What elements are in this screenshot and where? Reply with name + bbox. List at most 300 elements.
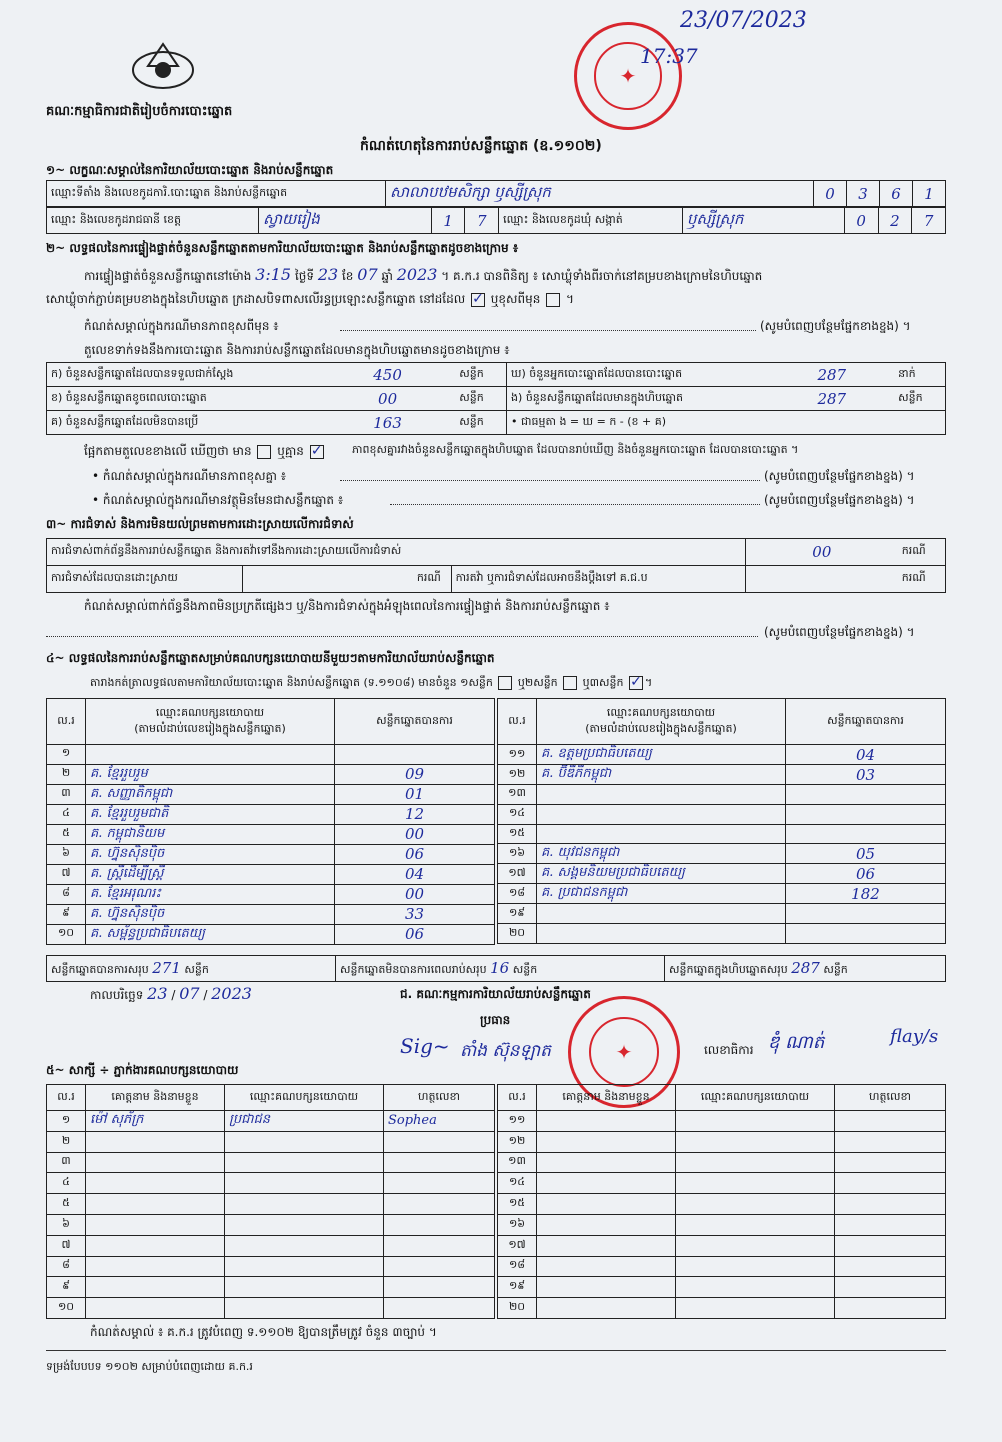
official-stamp-top — [574, 22, 682, 130]
result-row — [498, 745, 946, 765]
col-party — [537, 699, 786, 745]
witness-col-no: ល.រ — [498, 1085, 537, 1111]
president-label: ប្រធាន — [480, 1013, 511, 1027]
month-label: ខែ — [342, 269, 354, 283]
station-code-2: 6 — [880, 181, 913, 207]
witness-col-sign: ហត្ថលេខា — [835, 1085, 946, 1111]
witness-name — [537, 1298, 676, 1319]
witness-row — [47, 1298, 495, 1319]
witness-name — [86, 1214, 225, 1235]
party-name: គ. ខ្មែររួបរួមជាតិ — [86, 804, 335, 824]
row-number: ៨ — [47, 1256, 86, 1277]
witness-signature — [835, 1214, 946, 1235]
witness-row — [498, 1194, 946, 1215]
party-votes — [786, 804, 946, 824]
province-code-0: 1 — [431, 208, 465, 234]
result-row — [47, 924, 495, 944]
col-party-sub: (តាមលំដាប់លេខរៀងក្នុងសន្លឹកឆ្នោត) — [585, 721, 737, 735]
station-value: សាលាបឋមសិក្សា ឫស្សីស្រុក — [386, 181, 814, 207]
objection-row1-value: 00 — [745, 539, 897, 566]
date-year: 2023 — [211, 984, 252, 1003]
results-table-right — [497, 698, 946, 944]
witness-row — [47, 1111, 495, 1132]
party-votes — [786, 904, 946, 924]
result-row — [47, 745, 495, 765]
witness-party — [225, 1256, 384, 1277]
witness-signature: Sophea — [384, 1111, 495, 1132]
witness-signature — [835, 1194, 946, 1215]
results-table-left — [46, 698, 495, 945]
witness-party — [676, 1235, 835, 1256]
party-votes: 12 — [335, 804, 495, 824]
witness-name — [86, 1298, 225, 1319]
form-note: ទម្រង់បែបបទ ១១០២ សម្រាប់បំពេញដោយ គ.ក.រ — [46, 1360, 253, 1373]
result-row — [47, 764, 495, 784]
witness-row — [47, 1173, 495, 1194]
party-name: គ. ស្ត្រីដើម្បីស្ត្រី — [86, 864, 335, 884]
total-invalid-value: 16 — [490, 958, 510, 977]
party-votes: 04 — [335, 864, 495, 884]
section5-heading: ៥~ សាក្សី ÷ ភ្នាក់ងារគណបក្សនយោបាយ — [46, 1063, 239, 1077]
row-number: ៧ — [47, 864, 86, 884]
president-signature: Sig~ — [400, 1034, 450, 1058]
ka-label: ក) ចំនួនសន្លឹកឆ្នោតដែលបានទទួលជាក់ស្តែង — [47, 363, 320, 387]
president-name: តាំង ស៊ុនឡាត — [460, 1041, 551, 1061]
row-number: ៩ — [47, 904, 86, 924]
witness-party — [225, 1152, 384, 1173]
witness-table-left — [46, 1084, 495, 1319]
note3-line — [390, 504, 760, 505]
result-row — [47, 844, 495, 864]
party-name — [86, 745, 335, 765]
witness-row — [47, 1194, 495, 1215]
witness-signature — [835, 1111, 946, 1132]
witness-name — [86, 1173, 225, 1194]
witness-name — [537, 1214, 676, 1235]
compare-text-b: ឬគ្មាន — [277, 444, 304, 458]
witness-name — [537, 1131, 676, 1152]
row-number: ១១ — [498, 1111, 537, 1132]
objection-row2-value — [242, 566, 412, 593]
party-name — [537, 924, 786, 944]
note2: • កំណត់សម្គាល់ក្នុងករណីមានភាពខុសគ្នា ៖ — [92, 469, 287, 483]
result-row — [47, 784, 495, 804]
different-checkbox[interactable] — [546, 293, 560, 307]
party-votes: 00 — [335, 824, 495, 844]
ko-value: 163 — [320, 411, 455, 435]
kho-unit: នាក់ — [894, 363, 945, 387]
section1-heading: ១~ លក្ខណៈសម្គាល់នៃការិយាល័យបោះឆ្នោត និងរាប់សន្លឹកឆ្នោត — [46, 163, 334, 177]
result-row — [498, 904, 946, 924]
row-number: ២ — [47, 1131, 86, 1152]
compare-line — [84, 443, 326, 461]
kha-unit: សន្លឹក — [455, 387, 506, 411]
objection-row2-right-value — [745, 566, 897, 593]
party-votes — [786, 785, 946, 805]
result-row — [498, 864, 946, 884]
witness-signature — [384, 1214, 495, 1235]
witness-row — [47, 1235, 495, 1256]
witness-party — [676, 1173, 835, 1194]
totals-table — [46, 955, 946, 982]
row-number: ១៧ — [498, 1235, 537, 1256]
ko-label: គ) ចំនួនសន្លឹកឆ្នោតដែលមិនបានប្រើ — [47, 411, 320, 435]
verify-line-1 — [84, 265, 762, 286]
witness-col-no: ល.រ — [47, 1085, 86, 1111]
witness-signature — [384, 1173, 495, 1194]
party-votes: 33 — [335, 904, 495, 924]
result-row — [498, 844, 946, 864]
kha-label: ខ) ចំនួនសន្លឹកឆ្នោតខូចពេលបោះឆ្នោត — [47, 387, 320, 411]
witness-signature — [835, 1235, 946, 1256]
party-name: គ. ប្រជាជនកម្ពុជា — [537, 884, 786, 904]
figures-table — [46, 362, 946, 435]
total-box-unit: សន្លឹក — [823, 962, 848, 976]
note1-line — [340, 330, 756, 331]
row-number: ២ — [47, 764, 86, 784]
row-number: ២០ — [498, 924, 537, 944]
row-number: ១៦ — [498, 844, 537, 864]
ngo-value: 287 — [769, 387, 894, 411]
witness-party — [676, 1214, 835, 1235]
row-number: ៤ — [47, 1173, 86, 1194]
objection-row1-unit: ករណី — [898, 539, 946, 566]
party-name: គ. សញ្ញាតិកម្ពុជា — [86, 784, 335, 804]
witness-row — [498, 1152, 946, 1173]
party-name: គ. សម្ព័ន្ធប្រជាធិបតេយ្យ — [86, 924, 335, 944]
total-valid-unit: សន្លឹក — [184, 962, 209, 976]
two-sheet-checkbox[interactable] — [563, 676, 577, 690]
row-number: ១៥ — [498, 824, 537, 844]
row-number: ១១ — [498, 745, 537, 765]
secretary-label: លេខាធិការ — [704, 1043, 754, 1057]
witness-party — [676, 1298, 835, 1319]
row-number: ១២ — [498, 765, 537, 785]
col-party-title: ឈ្មោះគណបក្សនយោបាយ — [155, 705, 265, 719]
party-votes: 03 — [786, 765, 946, 785]
witness-name — [537, 1277, 676, 1298]
party-votes: 05 — [786, 844, 946, 864]
committee-label: ជ. គណៈកម្មការការិយាល័យរាប់សន្លឹកឆ្នោត — [400, 987, 591, 1001]
row-number: ៣ — [47, 1152, 86, 1173]
result-row — [498, 765, 946, 785]
row-number: ១៤ — [498, 804, 537, 824]
witness-signature — [835, 1131, 946, 1152]
result-row — [498, 804, 946, 824]
row-number: ១៧ — [498, 864, 537, 884]
compare-text-a: ផ្អែកតាមតួលេខខាងលើ ឃើញថា មាន — [84, 444, 252, 458]
witness-signature — [384, 1235, 495, 1256]
ko-unit: សន្លឹក — [455, 411, 506, 435]
same-checkbox[interactable]: ✓ — [472, 290, 484, 307]
figures-intro: តួលេខទាក់ទងនឹងការបោះឆ្នោត និងការរាប់សន្លឹកឆ្នោតដែលមានក្នុងហិបឆ្នោតមានដូចខាងក្រោម ៖ — [84, 343, 510, 357]
witness-row — [47, 1256, 495, 1277]
note2-line — [340, 480, 760, 481]
witness-name — [537, 1194, 676, 1215]
party-name: គ. ឧត្តមប្រជាធិបតេយ្យ — [537, 745, 786, 765]
commune-code-1: 2 — [878, 208, 912, 234]
date-day: 23 — [147, 984, 168, 1003]
commune-label: ឈ្មោះ និងលេខកូដឃុំ សង្កាត់ — [499, 208, 683, 234]
section3-heading: ៣~ ការជំទាស់ និងការមិនយល់ព្រមតាមការដោះស្រាយលើការជំទាស់ — [46, 517, 354, 531]
party-votes: 182 — [786, 884, 946, 904]
party-name — [537, 804, 786, 824]
ka-value: 450 — [320, 363, 455, 387]
verify-year: 2023 — [396, 265, 438, 284]
witness-party — [676, 1256, 835, 1277]
note3-hint: (សូមបំពេញបន្ថែមផ្នែកខាងខ្នង) ។ — [764, 493, 915, 507]
witness-table-right — [497, 1084, 946, 1319]
station-label: ឈ្មោះទីតាំង និងលេខកូដការិ.បោះឆ្នោត និងរាប់សន្លឹកឆ្នោត — [47, 181, 386, 207]
party-name: គ. កម្ពុជានិយម — [86, 824, 335, 844]
row-number: ១៣ — [498, 1152, 537, 1173]
verify-text-b: ។ គ.ក.រ បានពិនិត្យ ៖ សោឃ្លុំទាំងពីរចាក់នៅគម្របខាងក្រោមនៃហិបឆ្នោត — [441, 269, 763, 283]
note1: កំណត់សម្គាល់ក្នុងករណីមានភាពខុសពីមុន ៖ — [84, 319, 279, 333]
total-box-value: 287 — [791, 958, 820, 977]
total-box-cell — [665, 956, 946, 982]
row-number: ៥ — [47, 1194, 86, 1215]
party-name: គ. ខ្មែររួបរួម — [86, 764, 335, 784]
witness-signature — [835, 1277, 946, 1298]
date-label: កាលបរិច្ឆេទ — [90, 988, 144, 1002]
kho-value: 287 — [769, 363, 894, 387]
witness-signature — [384, 1194, 495, 1215]
witness-signature — [384, 1277, 495, 1298]
party-votes: 09 — [335, 764, 495, 784]
three-sheet-checkbox[interactable]: ✓ — [630, 674, 642, 690]
province-table — [46, 207, 946, 234]
secretary-signature: flay/s — [890, 1026, 939, 1047]
objection-row2-label: ការជំទាស់ដែលបានដោះស្រាយ — [47, 566, 243, 593]
witness-name — [537, 1173, 676, 1194]
has-diff-checkbox[interactable] — [257, 445, 271, 459]
commune-value: ឫស្សីស្រុក — [682, 208, 844, 234]
row-number: ១៤ — [498, 1173, 537, 1194]
col-party-sub: (តាមលំដាប់លេខរៀងក្នុងសន្លឹកឆ្នោត) — [134, 721, 286, 735]
note3: • កំណត់សម្គាល់ក្នុងករណីមានវត្ថុមិនមែនជាសន្លឹកឆ្នោត ៖ — [92, 493, 344, 507]
compare-text-c: ភាពខុសគ្នារវាងចំនួនសន្លឹកឆ្នោតក្នុងហិបឆ្នោត ដែលបានរាប់ឃើញ និងចំនួនអ្នកបោះឆ្នោត ដែលបានបោះឆ្នោត ។ — [352, 443, 799, 456]
sheets-line: តារាងកត់ត្រាលទ្ធផលតាមការិយាល័យបោះឆ្នោត និងរាប់សន្លឹកឆ្នោត (ទ.១១០៨) មានចំនួន ១សន្លឹក ឬ២សន្លឹក ឬ៣សន្លឹក ✓ ។ — [90, 674, 653, 690]
result-row — [498, 824, 946, 844]
verify-time: 3:15 — [255, 265, 292, 284]
form-title: កំណត់ហេតុនៃការរាប់សន្លឹកឆ្នោត (ឧ.១១០២) — [360, 138, 602, 154]
result-row — [498, 785, 946, 805]
witness-row — [498, 1235, 946, 1256]
witness-party — [225, 1298, 384, 1319]
party-votes: 06 — [335, 844, 495, 864]
ka-unit: សន្លឹក — [455, 363, 506, 387]
row-number: ១៣ — [498, 785, 537, 805]
col-party-title: ឈ្មោះគណបក្សនយោបាយ — [606, 705, 716, 719]
row-number: ៨ — [47, 884, 86, 904]
row-number: ៦ — [47, 844, 86, 864]
witness-name: ម៉ៅ សុភ័ក្រ — [86, 1111, 225, 1132]
witness-signature — [835, 1256, 946, 1277]
result-row — [47, 864, 495, 884]
row-number: ២០ — [498, 1298, 537, 1319]
row-number: ៥ — [47, 824, 86, 844]
witness-col-party: ឈ្មោះគណបក្សនយោបាយ — [676, 1085, 835, 1111]
witness-row — [498, 1111, 946, 1132]
row-number: ១០ — [47, 924, 86, 944]
row-number: ៩ — [47, 1277, 86, 1298]
stamp-inner: ✦ — [589, 1017, 659, 1087]
witness-party — [676, 1111, 835, 1132]
witness-row — [498, 1298, 946, 1319]
section3-hint: (សូមបំពេញបន្ថែមផ្នែកខាងខ្នង) ។ — [764, 625, 915, 639]
station-code-1: 3 — [847, 181, 880, 207]
row-number: ១៥ — [498, 1194, 537, 1215]
witness-col-name: គោត្តនាម និងនាមខ្លួន — [86, 1085, 225, 1111]
day-label: ថ្ងៃទី — [294, 269, 314, 283]
witness-row — [47, 1152, 495, 1173]
party-name — [537, 785, 786, 805]
row-number: ១ — [47, 1111, 86, 1132]
total-valid-cell — [47, 956, 336, 982]
one-sheet-checkbox[interactable] — [498, 676, 512, 690]
witness-party — [676, 1194, 835, 1215]
emblem-icon — [128, 36, 198, 92]
station-code-0: 0 — [814, 181, 847, 207]
row-number: ៤ — [47, 804, 86, 824]
station-table — [46, 180, 946, 207]
party-name: គ. សង្គមនិយមប្រជាធិបតេយ្យ — [537, 864, 786, 884]
witness-party — [225, 1214, 384, 1235]
witness-name — [86, 1152, 225, 1173]
result-row — [47, 824, 495, 844]
witness-signature — [835, 1298, 946, 1319]
station-code-3: 1 — [913, 181, 946, 207]
witness-signature — [384, 1131, 495, 1152]
total-box-label: សន្លឹកឆ្នោតក្នុងហិបឆ្នោតសរុប — [669, 962, 788, 976]
party-name: គ. ហ្វ៊ុនស៊ិនប៉ិច — [86, 904, 335, 924]
stamp-inner: ✦ — [594, 42, 661, 109]
total-valid-label: សន្លឹកឆ្នោតបានការសរុប — [51, 962, 149, 976]
formula: • ជាធម្មតា ង = ឃ = ក - (ខ + គ) — [507, 411, 946, 435]
witness-party — [225, 1277, 384, 1298]
party-name: គ. យុវជនកម្ពុជា — [537, 844, 786, 864]
witness-name — [86, 1256, 225, 1277]
col-votes: សន្លឹកឆ្នោតបានការ — [786, 699, 946, 745]
date-line: កាលបរិច្ឆេទ 23 / 07 / 2023 — [90, 984, 252, 1003]
witness-row — [47, 1214, 495, 1235]
witness-row — [498, 1173, 946, 1194]
witness-signature — [835, 1173, 946, 1194]
party-votes — [786, 924, 946, 944]
col-no: ល.រ — [47, 699, 86, 745]
row-number: ១៩ — [498, 904, 537, 924]
row-number: ១៨ — [498, 1256, 537, 1277]
row-number: ១២ — [498, 1131, 537, 1152]
kha-value: 00 — [320, 387, 455, 411]
objection-row2-right-unit: ករណី — [898, 566, 946, 593]
sheets-text-a: តារាងកត់ត្រាលទ្ធផលតាមការិយាល័យបោះឆ្នោត និងរាប់សន្លឹកឆ្នោត (ទ.១១០៨) មានចំនួន ១សន្លឹក — [90, 676, 493, 689]
verify-text-a: ការផ្ទៀងផ្ទាត់ចំនួនសន្លឹកឆ្នោតនៅម៉ោង — [84, 269, 252, 283]
witness-name — [86, 1194, 225, 1215]
witness-name — [537, 1152, 676, 1173]
verify-day: 23 — [317, 265, 339, 284]
province-label: ឈ្មោះ និងលេខកូដរាជធានី ខេត្ត — [47, 208, 259, 234]
party-votes — [786, 824, 946, 844]
result-row — [47, 884, 495, 904]
ngo-label: ង) ចំនួនសន្លឹកឆ្នោតដែលមានក្នុងហិបឆ្នោត — [507, 387, 770, 411]
secretary-name: ឌុំ ណាត់ — [768, 1032, 825, 1053]
footnote: កំណត់សម្គាល់ ៖ គ.ក.រ ត្រូវបំពេញ ទ.១១០២ ឱ្យបានត្រឹមត្រូវ ចំនួន ៣ច្បាប់ ។ — [90, 1325, 437, 1339]
section4-heading: ៤~ លទ្ធផលនៃការរាប់សន្លឹកឆ្នោតសម្រាប់គណបក្សនយោបាយនីមួយៗតាមការិយាល័យរាប់សន្លឹកឆ្នោត — [46, 651, 495, 665]
section3-note: កំណត់សម្គាល់ពាក់ព័ន្ធនឹងភាពមិនប្រក្រតីផ្សេងៗ ឬ/និងការជំទាស់ក្នុងអំឡុងពេលនៃការផ្ទៀងផ្ទាត់ និងការរាប់សន្លឹកឆ្នោត ៖ — [84, 599, 610, 613]
witness-party: ប្រជាជន — [225, 1111, 384, 1132]
witness-name — [537, 1111, 676, 1132]
total-invalid-cell — [336, 956, 665, 982]
row-number: ១ — [47, 745, 86, 765]
witness-row — [498, 1131, 946, 1152]
section2-heading: ២~ លទ្ធផលនៃការផ្ទៀងផ្ទាត់ចំនួនសន្លឹកឆ្នោតតាមការិយាល័យបោះឆ្នោត និងរាប់សន្លឹកឆ្នោតដូចខាងក្រោម ៖ — [46, 241, 519, 255]
note2-hint: (សូមបំពេញបន្ថែមផ្នែកខាងខ្នង) ។ — [764, 469, 915, 483]
no-diff-checkbox[interactable]: ✓ — [310, 442, 323, 459]
row-number: ៧ — [47, 1235, 86, 1256]
row-number: ៦ — [47, 1214, 86, 1235]
result-row — [47, 804, 495, 824]
ngo-unit: សន្លឹក — [894, 387, 945, 411]
row-number: ១៩ — [498, 1277, 537, 1298]
witness-row — [498, 1214, 946, 1235]
witness-party — [676, 1131, 835, 1152]
sheets-text-b: ឬ២សន្លឹក — [517, 676, 558, 689]
verify-text-c: សោឃ្លុំចាក់ភ្ជាប់គម្របខាងក្នុងនៃហិបឆ្នោត ក្រដាសបិទពាសលើរន្ធប្រឡោះសន្លឹកឆ្នោត នៅដដែល — [46, 292, 466, 306]
witness-col-name: គោត្តនាម និងនាមខ្លួន — [537, 1085, 676, 1111]
footer-divider — [46, 1350, 946, 1351]
party-votes: 06 — [335, 924, 495, 944]
total-invalid-label: សន្លឹកឆ្នោតមិនបានការពេលរាប់សរុប — [340, 962, 487, 976]
col-no: ល.រ — [498, 699, 537, 745]
witness-name — [537, 1235, 676, 1256]
result-row — [47, 904, 495, 924]
party-name — [537, 824, 786, 844]
objection-row2-unit: ករណី — [413, 566, 451, 593]
verify-month: 07 — [357, 265, 378, 284]
witness-party — [225, 1173, 384, 1194]
handwritten-date: 23/07/2023 — [680, 8, 807, 33]
verify-text-d: ឬខុសពីមុន — [490, 292, 541, 306]
witness-name — [86, 1277, 225, 1298]
party-name: គ. ប៊ីឌីភីកម្ពុជា — [537, 765, 786, 785]
verify-line-2: សោឃ្លុំចាក់ភ្ជាប់គម្របខាងក្នុងនៃហិបឆ្នោត ក្រដាសបិទពាសលើរន្ធប្រឡោះសន្លឹកឆ្នោត នៅដដែល ✓ ឬខុសពីមុន ។ — [46, 290, 574, 307]
witness-row — [47, 1131, 495, 1152]
party-name — [537, 904, 786, 924]
witness-party — [676, 1152, 835, 1173]
witness-col-sign: ហត្ថលេខា — [384, 1085, 495, 1111]
witness-name — [86, 1235, 225, 1256]
party-votes — [335, 745, 495, 765]
party-votes: 06 — [786, 864, 946, 884]
result-row — [498, 924, 946, 944]
party-name: គ. ហ្វ៊ុនស៊ិនប៉ិច — [86, 844, 335, 864]
objection-table — [46, 538, 946, 593]
col-party — [86, 699, 335, 745]
province-value: ស្វាយរៀង — [258, 208, 431, 234]
section3-note-line — [46, 636, 758, 637]
witness-signature — [835, 1152, 946, 1173]
row-number: ១៦ — [498, 1214, 537, 1235]
witness-party — [225, 1235, 384, 1256]
party-votes: 01 — [335, 784, 495, 804]
commune-code-0: 0 — [844, 208, 878, 234]
commune-code-2: 7 — [912, 208, 946, 234]
note1-hint: (សូមបំពេញបន្ថែមផ្នែកខាងខ្នង) ។ — [760, 319, 911, 333]
row-number: ១០ — [47, 1298, 86, 1319]
witness-row — [47, 1277, 495, 1298]
witness-name — [86, 1131, 225, 1152]
